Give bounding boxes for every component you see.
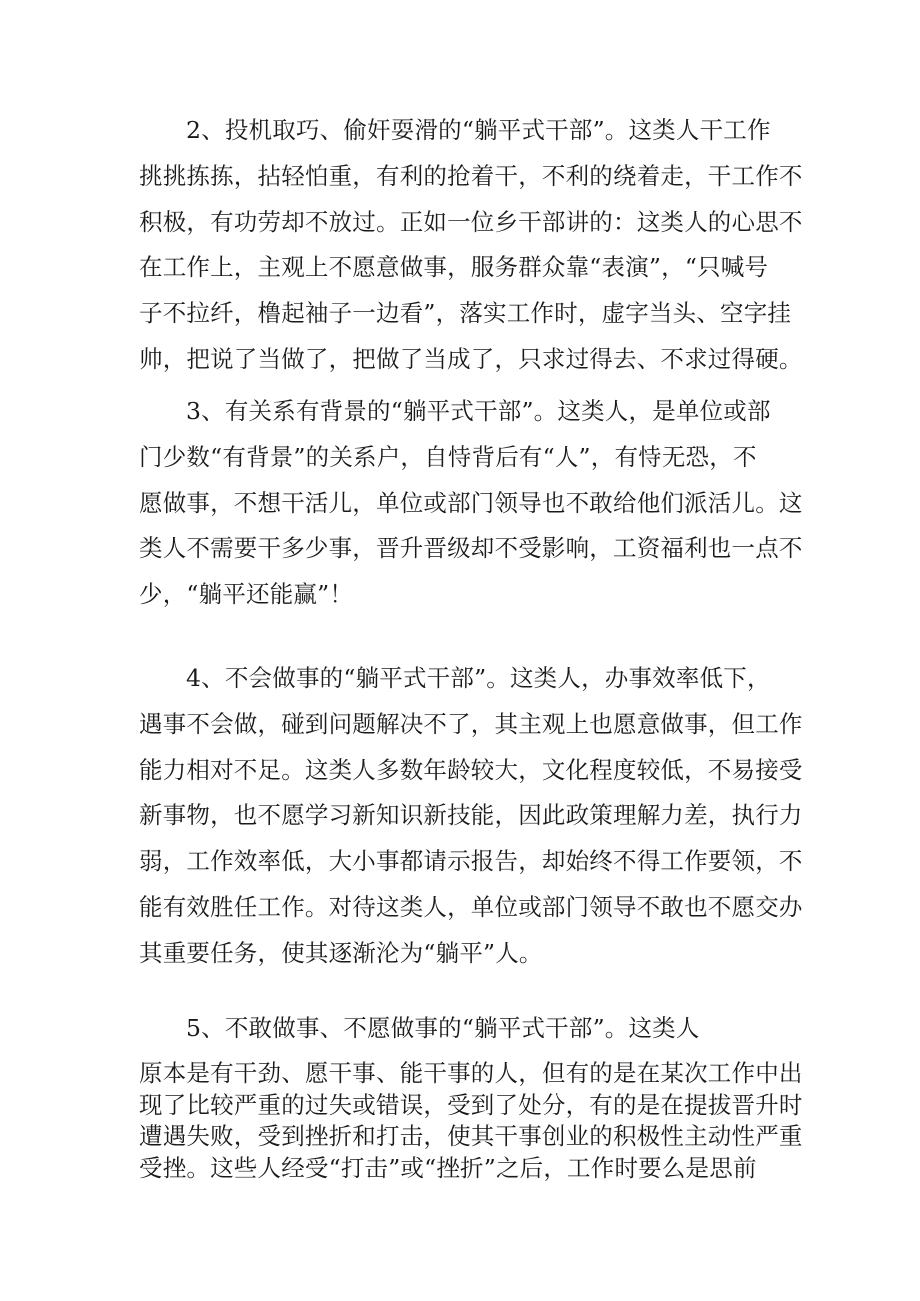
paragraph-line: 类人不需要干多少事，晋升晋级却不受影响，工资福利也一点不	[139, 534, 803, 563]
paragraph-2	[139, 108, 803, 383]
paragraph-line: 愿做事，不想干活儿，单位或部门领导也不敢给他们派活儿。这	[139, 488, 803, 517]
paragraph-line: 能有效胜任工作。对待这类人，单位或部门领导不敢也不愿交办	[139, 892, 803, 921]
paragraph-line: 在工作上，主观上不愿意做事，服务群众靠“表演”，“只喊号	[139, 253, 769, 282]
paragraph-line: 少，“躺平还能赢”！	[139, 580, 354, 609]
paragraph-line: 积极，有功劳却不放过。正如一位乡干部讲的：这类人的心思不	[139, 207, 803, 236]
paragraph-line: 子不拉纤，橹起袖子一边看”，落实工作时，虚字当头、空字挂	[139, 299, 792, 328]
paragraph-line: 帅，把说了当做了，把做了当成了，只求过得去、不求过得硬。	[139, 344, 803, 373]
paragraph-line: 遭遇失败，受到挫折和打击，使其干事创业的积极性主动性严重	[139, 1122, 803, 1150]
paragraph-line: 原本是有干劲、愿干事、能干事的人，但有的是在某次工作中出	[139, 1059, 803, 1087]
paragraph-line: 弱，工作效率低，大小事都请示报告，却始终不得工作要领，不	[139, 847, 803, 876]
paragraph-line: 4、不会做事的“躺平式干部”。这类人，办事效率低下，	[186, 664, 771, 692]
paragraph-line: 2、投机取巧、偷奸耍滑的“躺平式干部”。这类人干工作	[186, 116, 771, 144]
paragraph-line: 其重要任务，使其逐渐沦为“躺平”人。	[139, 938, 543, 967]
paragraph-5-heading	[139, 1006, 789, 1052]
paragraph-line: 新事物，也不愿学习新知识新技能，因此政策理解力差，执行力	[139, 801, 803, 830]
paragraph-line: 3、有关系有背景的“躺平式干部”。这类人，是单位或部	[186, 397, 771, 425]
paragraph-line: 能力相对不足。这类人多数年龄较大，文化程度较低，不易接受	[139, 755, 803, 784]
paragraph-line: 挑挑拣拣，拈轻怕重，有利的抢着干，不利的绕着走，干工作不	[139, 161, 803, 190]
paragraph-5-body	[139, 1058, 803, 1184]
paragraph-line: 现了比较严重的过失或错误，受到了处分，有的是在提拔晋升时	[139, 1090, 803, 1119]
paragraph-3	[139, 389, 803, 618]
paragraph-4	[139, 656, 803, 977]
paragraph-line: 遇事不会做，碰到问题解决不了，其主观上也愿意做事，但工作	[139, 709, 803, 738]
paragraph-line: 门少数“有背景”的关系户，自恃背后有“人”，有恃无恐，不	[139, 442, 757, 471]
paragraph-line: 5、不敢做事、不愿做事的“躺平式干部”。这类人	[186, 1014, 700, 1042]
paragraph-line: 受挫。这些人经受“打击”或“挫折”之后，工作时要么是思前	[139, 1153, 757, 1182]
